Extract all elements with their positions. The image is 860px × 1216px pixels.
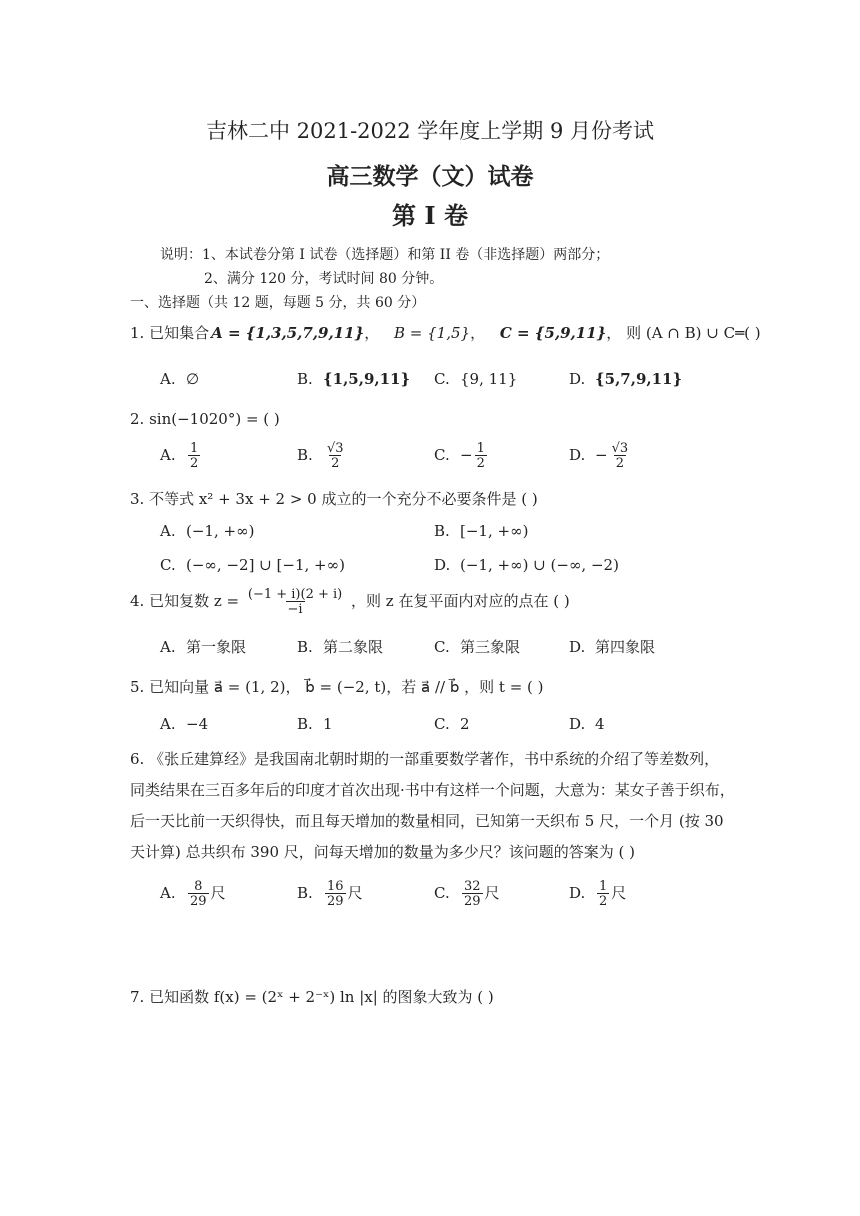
q1-set-b: B = {1,5} xyxy=(394,324,471,342)
option-label: B. xyxy=(297,370,313,388)
q6-option-c xyxy=(434,880,500,908)
denominator: 2 xyxy=(476,456,485,471)
option-label: B. xyxy=(297,446,313,464)
fraction xyxy=(188,880,209,908)
option-label: D. xyxy=(569,370,586,388)
note-line-2: 2、满分 120 分，考试时间 80 分钟。 xyxy=(204,271,444,287)
q4-stem-prefix: 4. 已知复数 z = xyxy=(130,592,240,610)
option-value: (−1, +∞) ∪ (−∞, −2) xyxy=(460,556,619,574)
option-label: D. xyxy=(569,446,586,464)
q5-option-c xyxy=(434,715,470,733)
option-value: (−1, +∞) xyxy=(186,522,255,540)
fraction xyxy=(325,880,346,908)
denominator: 29 xyxy=(327,894,344,909)
option-label: A. xyxy=(160,715,176,733)
option-label: C. xyxy=(434,370,450,388)
fraction xyxy=(325,442,346,470)
fraction xyxy=(610,442,631,470)
option-value: {9, 11} xyxy=(460,370,518,388)
q4-option-d xyxy=(569,636,655,657)
q3-option-a xyxy=(160,522,254,540)
option-sign: − xyxy=(595,446,608,464)
question-5-stem: 5. 已知向量 a⃗ = (1, 2)， b⃗ = (−2, t)，若 a⃗ // b⃗ ，则 t = ( ) xyxy=(130,678,544,696)
q1-stem-suffix: 则 (A ∩ B) ∪ C═( ) xyxy=(626,324,761,342)
q2-option-a xyxy=(160,442,202,470)
q1-set-a: A = {1,3,5,7,9,11} xyxy=(211,324,365,342)
option-value: {1,5,9,11} xyxy=(323,370,411,388)
question-6-stem xyxy=(130,744,750,868)
denominator: 2 xyxy=(190,456,199,471)
unit-label: 尺 xyxy=(611,884,627,902)
question-4-stem xyxy=(130,588,570,616)
option-label: C. xyxy=(434,638,450,656)
numerator: √3 xyxy=(327,441,344,456)
q6-line-2: 同类结果在三百多年后的印度才首次出现·书中有这样一个问题，大意为：某女子善于织布， xyxy=(130,781,735,799)
option-label: A. xyxy=(160,638,176,656)
q4-stem-suffix: ，则 z 在复平面内对应的点在 ( ) xyxy=(351,592,570,610)
question-7-stem: 7. 已知函数 f(x) = (2ˣ + 2⁻ˣ) ln |x| 的图象大致为 ( ) xyxy=(130,988,494,1006)
numerator: 1 xyxy=(599,879,608,894)
q2-option-c xyxy=(434,442,489,470)
numerator: 16 xyxy=(327,879,344,894)
question-2-stem: 2. sin(−1020°) = ( ) xyxy=(130,410,280,428)
q4-option-c xyxy=(434,636,520,657)
q4-fraction xyxy=(246,588,344,616)
option-label: C. xyxy=(434,715,450,733)
numerator: 1 xyxy=(190,441,199,456)
option-label: D. xyxy=(569,638,586,656)
numerator: 8 xyxy=(194,879,203,894)
denominator: −i xyxy=(287,602,303,617)
option-value: {5,7,9,11} xyxy=(595,370,683,388)
option-label: A. xyxy=(160,522,176,540)
q2-option-b xyxy=(297,442,348,470)
denominator: 29 xyxy=(190,894,207,909)
numerator: √3 xyxy=(611,441,629,456)
option-label: C. xyxy=(160,556,176,574)
q1-stem-prefix: 1. 已知集合 xyxy=(130,324,210,342)
q5-option-d xyxy=(569,715,605,733)
fraction xyxy=(188,442,200,470)
denominator: 2 xyxy=(615,456,624,471)
fraction xyxy=(597,880,609,908)
q6-line-3: 后一天比前一天织得快，而且每天增加的数量相同，已知第一天织布 5 尺，一个月 (按 30 xyxy=(130,812,724,830)
q1-option-c xyxy=(434,370,517,388)
option-value: (−∞, −2] ∪ [−1, +∞) xyxy=(186,556,345,574)
q5-option-b xyxy=(297,715,333,733)
option-label: B. xyxy=(297,884,313,902)
option-value: ∅ xyxy=(186,370,200,388)
unit-label: 尺 xyxy=(210,884,226,902)
denominator: 2 xyxy=(599,894,608,909)
question-1-stem: 1. 已知集合 A = {1,3,5,7,9,11}， B = {1,5}， C = {5,9,11}， 则 (A ∩ B) ∪ C═( ) xyxy=(130,324,761,342)
q2-option-d xyxy=(569,442,632,470)
denominator: 29 xyxy=(464,894,481,909)
option-label: A. xyxy=(160,884,176,902)
unit-label: 尺 xyxy=(484,884,500,902)
q4-option-a xyxy=(160,636,246,657)
denominator: 2 xyxy=(331,456,340,471)
q4-option-b xyxy=(297,636,383,657)
numerator: 32 xyxy=(464,879,481,894)
q3-option-d xyxy=(434,556,619,574)
option-value: 第二象限 xyxy=(323,638,384,656)
option-sign: − xyxy=(460,446,473,464)
q6-line-4: 天计算) 总共织布 390 尺，问每天增加的数量为多少尺？该问题的答案为 ( ) xyxy=(130,843,636,861)
option-label: D. xyxy=(569,884,586,902)
option-label: B. xyxy=(297,715,313,733)
option-value: 4 xyxy=(595,715,605,733)
q1-option-a xyxy=(160,370,199,388)
q6-option-a xyxy=(160,880,226,908)
q6-option-d xyxy=(569,880,626,908)
numerator: 1 xyxy=(476,441,485,456)
option-value: 1 xyxy=(323,715,333,733)
option-label: D. xyxy=(434,556,451,574)
option-label: B. xyxy=(434,522,450,540)
option-value: 2 xyxy=(460,715,470,733)
q3-option-c xyxy=(160,556,345,574)
section-heading: 一、选择题（共 12 题，每题 5 分，共 60 分） xyxy=(130,295,426,311)
option-value: 第三象限 xyxy=(460,638,521,656)
q3-option-b xyxy=(434,522,528,540)
option-value: −4 xyxy=(186,715,209,733)
option-label: C. xyxy=(434,446,450,464)
q1-option-b xyxy=(297,370,410,388)
option-value: 第一象限 xyxy=(186,638,247,656)
q5-option-a xyxy=(160,715,208,733)
numerator: (−1 + i)(2 + i) xyxy=(247,587,343,602)
exam-title: 吉林二中 2021-2022 学年度上学期 9 月份考试 xyxy=(205,119,655,143)
option-value: [−1, +∞) xyxy=(460,522,529,540)
paper-title: 高三数学（文）试卷 xyxy=(326,163,534,190)
unit-label: 尺 xyxy=(347,884,363,902)
fraction xyxy=(475,442,487,470)
question-3-stem: 3. 不等式 x² + 3x + 2 > 0 成立的一个充分不必要条件是 ( ) xyxy=(130,490,538,508)
option-label: D. xyxy=(569,715,586,733)
q6-line-1: 6. 《张丘建算经》是我国南北朝时期的一部重要数学著作，书中系统的介绍了等差数列， xyxy=(130,750,720,768)
option-value: 第四象限 xyxy=(595,638,656,656)
option-label: C. xyxy=(434,884,450,902)
option-label: A. xyxy=(160,370,176,388)
option-label: B. xyxy=(297,638,313,656)
note-line-1: 说明：1、本试卷分第 I 试卷（选择题）和第 II 卷（非选择题）两部分； xyxy=(160,247,610,263)
q1-set-c: C = {5,9,11} xyxy=(499,324,607,342)
q6-option-b xyxy=(297,880,363,908)
volume-title: 第 I 卷 xyxy=(392,201,468,230)
option-label: A. xyxy=(160,446,176,464)
fraction xyxy=(462,880,483,908)
q1-option-d xyxy=(569,370,682,388)
